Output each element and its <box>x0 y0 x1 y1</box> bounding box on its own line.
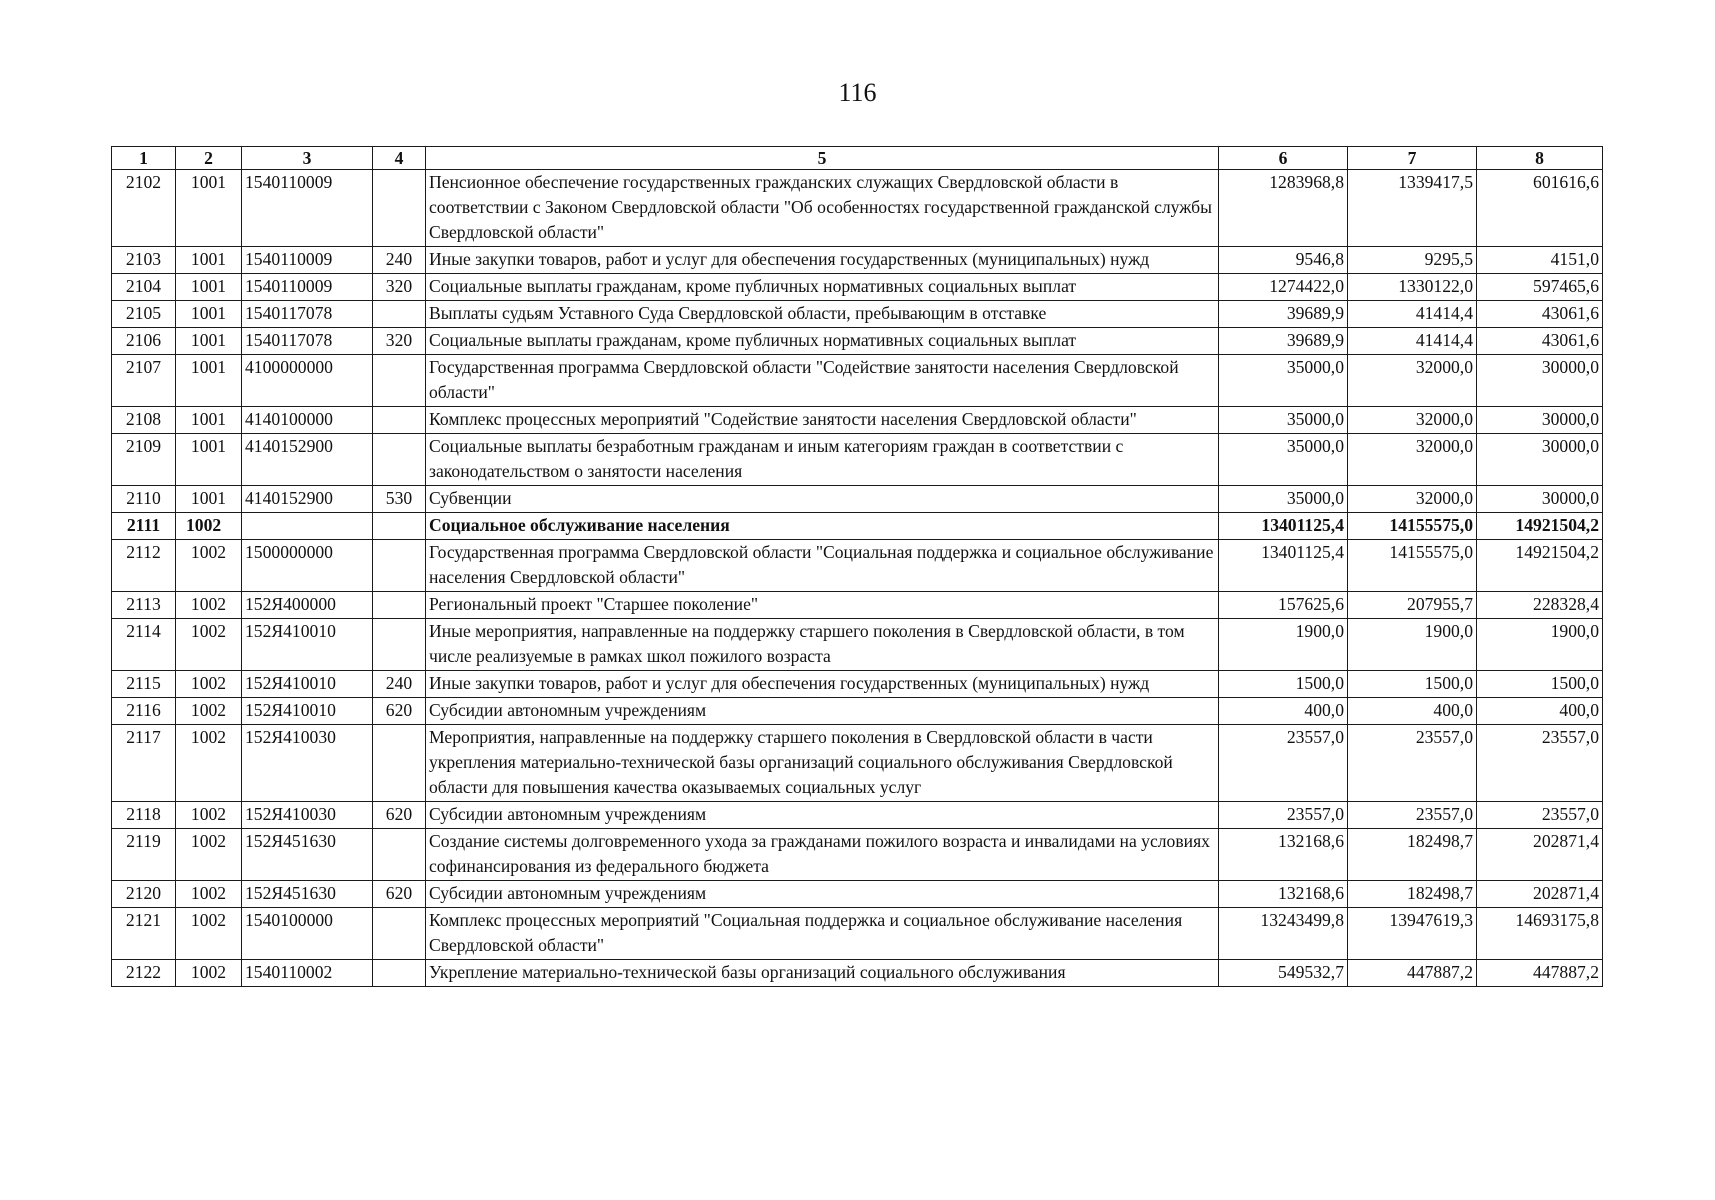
expense-type-code: 530 <box>373 486 426 513</box>
expense-type-code <box>373 725 426 802</box>
amount-col-6: 35000,0 <box>1219 407 1348 434</box>
row-number: 2112 <box>112 540 176 592</box>
section-code: 1001 <box>176 355 242 407</box>
row-number: 2104 <box>112 274 176 301</box>
table-row <box>112 671 1603 698</box>
target-article-code: 1540110009 <box>242 247 373 274</box>
section-code: 1001 <box>176 486 242 513</box>
section-code: 1002 <box>176 513 242 540</box>
section-code: 1001 <box>176 407 242 434</box>
header-col-8: 8 <box>1477 147 1603 170</box>
section-code: 1002 <box>176 698 242 725</box>
item-name: Иные закупки товаров, работ и услуг для обеспечения государственных (муниципальных) нужд <box>426 247 1219 274</box>
section-code: 1001 <box>176 247 242 274</box>
row-number: 2114 <box>112 619 176 671</box>
amount-col-8: 1500,0 <box>1477 671 1603 698</box>
table-row <box>112 328 1603 355</box>
expense-type-code <box>373 301 426 328</box>
header-col-3: 3 <box>242 147 373 170</box>
section-code: 1002 <box>176 671 242 698</box>
amount-col-8: 1900,0 <box>1477 619 1603 671</box>
expense-type-code <box>373 592 426 619</box>
item-name: Государственная программа Свердловской области "Содействие занятости населения Свердловской области" <box>426 355 1219 407</box>
section-code: 1002 <box>176 540 242 592</box>
row-number: 2117 <box>112 725 176 802</box>
table-row <box>112 540 1603 592</box>
budget-table <box>111 146 1603 987</box>
amount-col-7: 182498,7 <box>1348 829 1477 881</box>
item-name: Социальные выплаты гражданам, кроме публичных нормативных социальных выплат <box>426 328 1219 355</box>
amount-col-8: 202871,4 <box>1477 881 1603 908</box>
amount-col-6: 400,0 <box>1219 698 1348 725</box>
section-code: 1002 <box>176 619 242 671</box>
header-row <box>112 147 1603 170</box>
item-name: Комплекс процессных мероприятий "Социальная поддержка и социальное обслуживание населения Свердловской области" <box>426 908 1219 960</box>
target-article-code: 1500000000 <box>242 540 373 592</box>
table-row <box>112 908 1603 960</box>
row-number: 2119 <box>112 829 176 881</box>
page-number: 116 <box>838 78 877 107</box>
expense-type-code: 620 <box>373 881 426 908</box>
item-name: Государственная программа Свердловской области "Социальная поддержка и социальное обслуживание населения Свердловской области" <box>426 540 1219 592</box>
section-code: 1002 <box>176 881 242 908</box>
expense-type-code: 320 <box>373 328 426 355</box>
section-code: 1002 <box>176 960 242 987</box>
target-article-code: 4100000000 <box>242 355 373 407</box>
table-row <box>112 698 1603 725</box>
item-name: Социальные выплаты гражданам, кроме публичных нормативных социальных выплат <box>426 274 1219 301</box>
amount-col-6: 23557,0 <box>1219 802 1348 829</box>
amount-col-8: 30000,0 <box>1477 407 1603 434</box>
amount-col-8: 447887,2 <box>1477 960 1603 987</box>
target-article-code: 152Я410010 <box>242 619 373 671</box>
item-name: Региональный проект "Старшее поколение" <box>426 592 1219 619</box>
amount-col-7: 23557,0 <box>1348 802 1477 829</box>
amount-col-8: 14921504,2 <box>1477 540 1603 592</box>
target-article-code <box>242 513 373 540</box>
amount-col-6: 35000,0 <box>1219 434 1348 486</box>
amount-col-7: 207955,7 <box>1348 592 1477 619</box>
row-number: 2110 <box>112 486 176 513</box>
amount-col-6: 35000,0 <box>1219 486 1348 513</box>
header-col-5: 5 <box>426 147 1219 170</box>
table-row <box>112 592 1603 619</box>
item-name: Субсидии автономным учреждениям <box>426 881 1219 908</box>
table-row <box>112 486 1603 513</box>
row-number: 2115 <box>112 671 176 698</box>
amount-col-6: 9546,8 <box>1219 247 1348 274</box>
target-article-code: 4140100000 <box>242 407 373 434</box>
expense-type-code: 620 <box>373 802 426 829</box>
row-number: 2102 <box>112 170 176 247</box>
table-row <box>112 725 1603 802</box>
row-number: 2121 <box>112 908 176 960</box>
table-row <box>112 434 1603 486</box>
item-name: Субсидии автономным учреждениям <box>426 802 1219 829</box>
target-article-code: 1540100000 <box>242 908 373 960</box>
amount-col-6: 13401125,4 <box>1219 540 1348 592</box>
table-row <box>112 802 1603 829</box>
amount-col-6: 132168,6 <box>1219 829 1348 881</box>
row-number: 2120 <box>112 881 176 908</box>
expense-type-code: 620 <box>373 698 426 725</box>
table-row <box>112 247 1603 274</box>
amount-col-6: 1900,0 <box>1219 619 1348 671</box>
amount-col-7: 182498,7 <box>1348 881 1477 908</box>
amount-col-7: 9295,5 <box>1348 247 1477 274</box>
amount-col-6: 13401125,4 <box>1219 513 1348 540</box>
row-number: 2103 <box>112 247 176 274</box>
table-row <box>112 881 1603 908</box>
header-col-6: 6 <box>1219 147 1348 170</box>
amount-col-8: 4151,0 <box>1477 247 1603 274</box>
row-number: 2107 <box>112 355 176 407</box>
amount-col-8: 601616,6 <box>1477 170 1603 247</box>
expense-type-code <box>373 829 426 881</box>
amount-col-6: 23557,0 <box>1219 725 1348 802</box>
amount-col-7: 41414,4 <box>1348 301 1477 328</box>
amount-col-6: 39689,9 <box>1219 328 1348 355</box>
amount-col-7: 1339417,5 <box>1348 170 1477 247</box>
target-article-code: 152Я410010 <box>242 671 373 698</box>
amount-col-6: 1274422,0 <box>1219 274 1348 301</box>
item-name: Мероприятия, направленные на поддержку старшего поколения в Свердловской области в части укрепления материально-технической базы организаций социального обслуживания Свердловской области для повышения качества оказываемых социальных услуг <box>426 725 1219 802</box>
item-name: Укрепление материально-технической базы организаций социального обслуживания <box>426 960 1219 987</box>
amount-col-8: 202871,4 <box>1477 829 1603 881</box>
target-article-code: 1540117078 <box>242 328 373 355</box>
table-row <box>112 407 1603 434</box>
row-number: 2105 <box>112 301 176 328</box>
header-col-4: 4 <box>373 147 426 170</box>
amount-col-7: 23557,0 <box>1348 725 1477 802</box>
row-number: 2111 <box>112 513 176 540</box>
target-article-code: 1540110009 <box>242 170 373 247</box>
amount-col-8: 228328,4 <box>1477 592 1603 619</box>
amount-col-7: 1330122,0 <box>1348 274 1477 301</box>
amount-col-8: 30000,0 <box>1477 486 1603 513</box>
item-name: Создание системы долговременного ухода за гражданами пожилого возраста и инвалидами на условиях софинансирования из федерального бюджета <box>426 829 1219 881</box>
amount-col-6: 39689,9 <box>1219 301 1348 328</box>
item-name: Социальные выплаты безработным гражданам и иным категориям граждан в соответствии с законодательством о занятости населения <box>426 434 1219 486</box>
amount-col-7: 13947619,3 <box>1348 908 1477 960</box>
amount-col-6: 549532,7 <box>1219 960 1348 987</box>
amount-col-8: 30000,0 <box>1477 355 1603 407</box>
table-row <box>112 619 1603 671</box>
expense-type-code <box>373 540 426 592</box>
amount-col-7: 1500,0 <box>1348 671 1477 698</box>
section-code: 1002 <box>176 725 242 802</box>
table-row <box>112 513 1603 540</box>
table-row <box>112 170 1603 247</box>
item-name: Выплаты судьям Уставного Суда Свердловской области, пребывающим в отставке <box>426 301 1219 328</box>
amount-col-8: 43061,6 <box>1477 301 1603 328</box>
row-number: 2109 <box>112 434 176 486</box>
section-code: 1002 <box>176 802 242 829</box>
expense-type-code <box>373 355 426 407</box>
amount-col-8: 597465,6 <box>1477 274 1603 301</box>
target-article-code: 152Я410010 <box>242 698 373 725</box>
item-name: Пенсионное обеспечение государственных гражданских служащих Свердловской области в соответствии с Законом Свердловской области "Об особенностях государственной гражданской службы Свердловской области" <box>426 170 1219 247</box>
item-name: Иные мероприятия, направленные на поддержку старшего поколения в Свердловской области, в том числе реализуемые в рамках школ пожилого возраста <box>426 619 1219 671</box>
amount-col-7: 32000,0 <box>1348 434 1477 486</box>
expense-type-code <box>373 513 426 540</box>
section-code: 1002 <box>176 908 242 960</box>
target-article-code: 152Я451630 <box>242 829 373 881</box>
section-code: 1002 <box>176 829 242 881</box>
expense-type-code <box>373 407 426 434</box>
target-article-code: 4140152900 <box>242 434 373 486</box>
row-number: 2108 <box>112 407 176 434</box>
amount-col-7: 14155575,0 <box>1348 513 1477 540</box>
amount-col-7: 14155575,0 <box>1348 540 1477 592</box>
item-name: Субвенции <box>426 486 1219 513</box>
item-name: Иные закупки товаров, работ и услуг для обеспечения государственных (муниципальных) нужд <box>426 671 1219 698</box>
amount-col-7: 32000,0 <box>1348 407 1477 434</box>
header-col-2: 2 <box>176 147 242 170</box>
item-name: Социальное обслуживание населения <box>426 513 1219 540</box>
amount-col-7: 1900,0 <box>1348 619 1477 671</box>
row-number: 2122 <box>112 960 176 987</box>
amount-col-8: 23557,0 <box>1477 725 1603 802</box>
amount-col-8: 23557,0 <box>1477 802 1603 829</box>
expense-type-code <box>373 434 426 486</box>
row-number: 2118 <box>112 802 176 829</box>
section-code: 1001 <box>176 301 242 328</box>
expense-type-code <box>373 170 426 247</box>
section-code: 1002 <box>176 592 242 619</box>
table-row <box>112 960 1603 987</box>
expense-type-code <box>373 619 426 671</box>
row-number: 2113 <box>112 592 176 619</box>
target-article-code: 152Я410030 <box>242 802 373 829</box>
amount-col-8: 43061,6 <box>1477 328 1603 355</box>
section-code: 1001 <box>176 274 242 301</box>
amount-col-8: 14921504,2 <box>1477 513 1603 540</box>
amount-col-7: 41414,4 <box>1348 328 1477 355</box>
target-article-code: 152Я410030 <box>242 725 373 802</box>
expense-type-code: 240 <box>373 671 426 698</box>
amount-col-6: 35000,0 <box>1219 355 1348 407</box>
table-row <box>112 301 1603 328</box>
table-row <box>112 829 1603 881</box>
amount-col-7: 32000,0 <box>1348 486 1477 513</box>
expense-type-code: 240 <box>373 247 426 274</box>
target-article-code: 4140152900 <box>242 486 373 513</box>
table-row <box>112 274 1603 301</box>
amount-col-7: 32000,0 <box>1348 355 1477 407</box>
section-code: 1001 <box>176 434 242 486</box>
section-code: 1001 <box>176 328 242 355</box>
row-number: 2116 <box>112 698 176 725</box>
target-article-code: 1540110009 <box>242 274 373 301</box>
amount-col-6: 1500,0 <box>1219 671 1348 698</box>
expense-type-code <box>373 908 426 960</box>
expense-type-code: 320 <box>373 274 426 301</box>
header-col-1: 1 <box>112 147 176 170</box>
amount-col-6: 13243499,8 <box>1219 908 1348 960</box>
target-article-code: 1540117078 <box>242 301 373 328</box>
item-name: Комплекс процессных мероприятий "Содействие занятости населения Свердловской области" <box>426 407 1219 434</box>
amount-col-7: 400,0 <box>1348 698 1477 725</box>
table-body <box>112 170 1603 987</box>
amount-col-8: 400,0 <box>1477 698 1603 725</box>
amount-col-8: 30000,0 <box>1477 434 1603 486</box>
header-col-7: 7 <box>1348 147 1477 170</box>
expense-type-code <box>373 960 426 987</box>
table-row <box>112 355 1603 407</box>
section-code: 1001 <box>176 170 242 247</box>
amount-col-7: 447887,2 <box>1348 960 1477 987</box>
row-number: 2106 <box>112 328 176 355</box>
amount-col-6: 1283968,8 <box>1219 170 1348 247</box>
target-article-code: 152Я451630 <box>242 881 373 908</box>
amount-col-6: 132168,6 <box>1219 881 1348 908</box>
amount-col-6: 157625,6 <box>1219 592 1348 619</box>
target-article-code: 152Я400000 <box>242 592 373 619</box>
table-header <box>112 147 1603 170</box>
amount-col-8: 14693175,8 <box>1477 908 1603 960</box>
target-article-code: 1540110002 <box>242 960 373 987</box>
item-name: Субсидии автономным учреждениям <box>426 698 1219 725</box>
